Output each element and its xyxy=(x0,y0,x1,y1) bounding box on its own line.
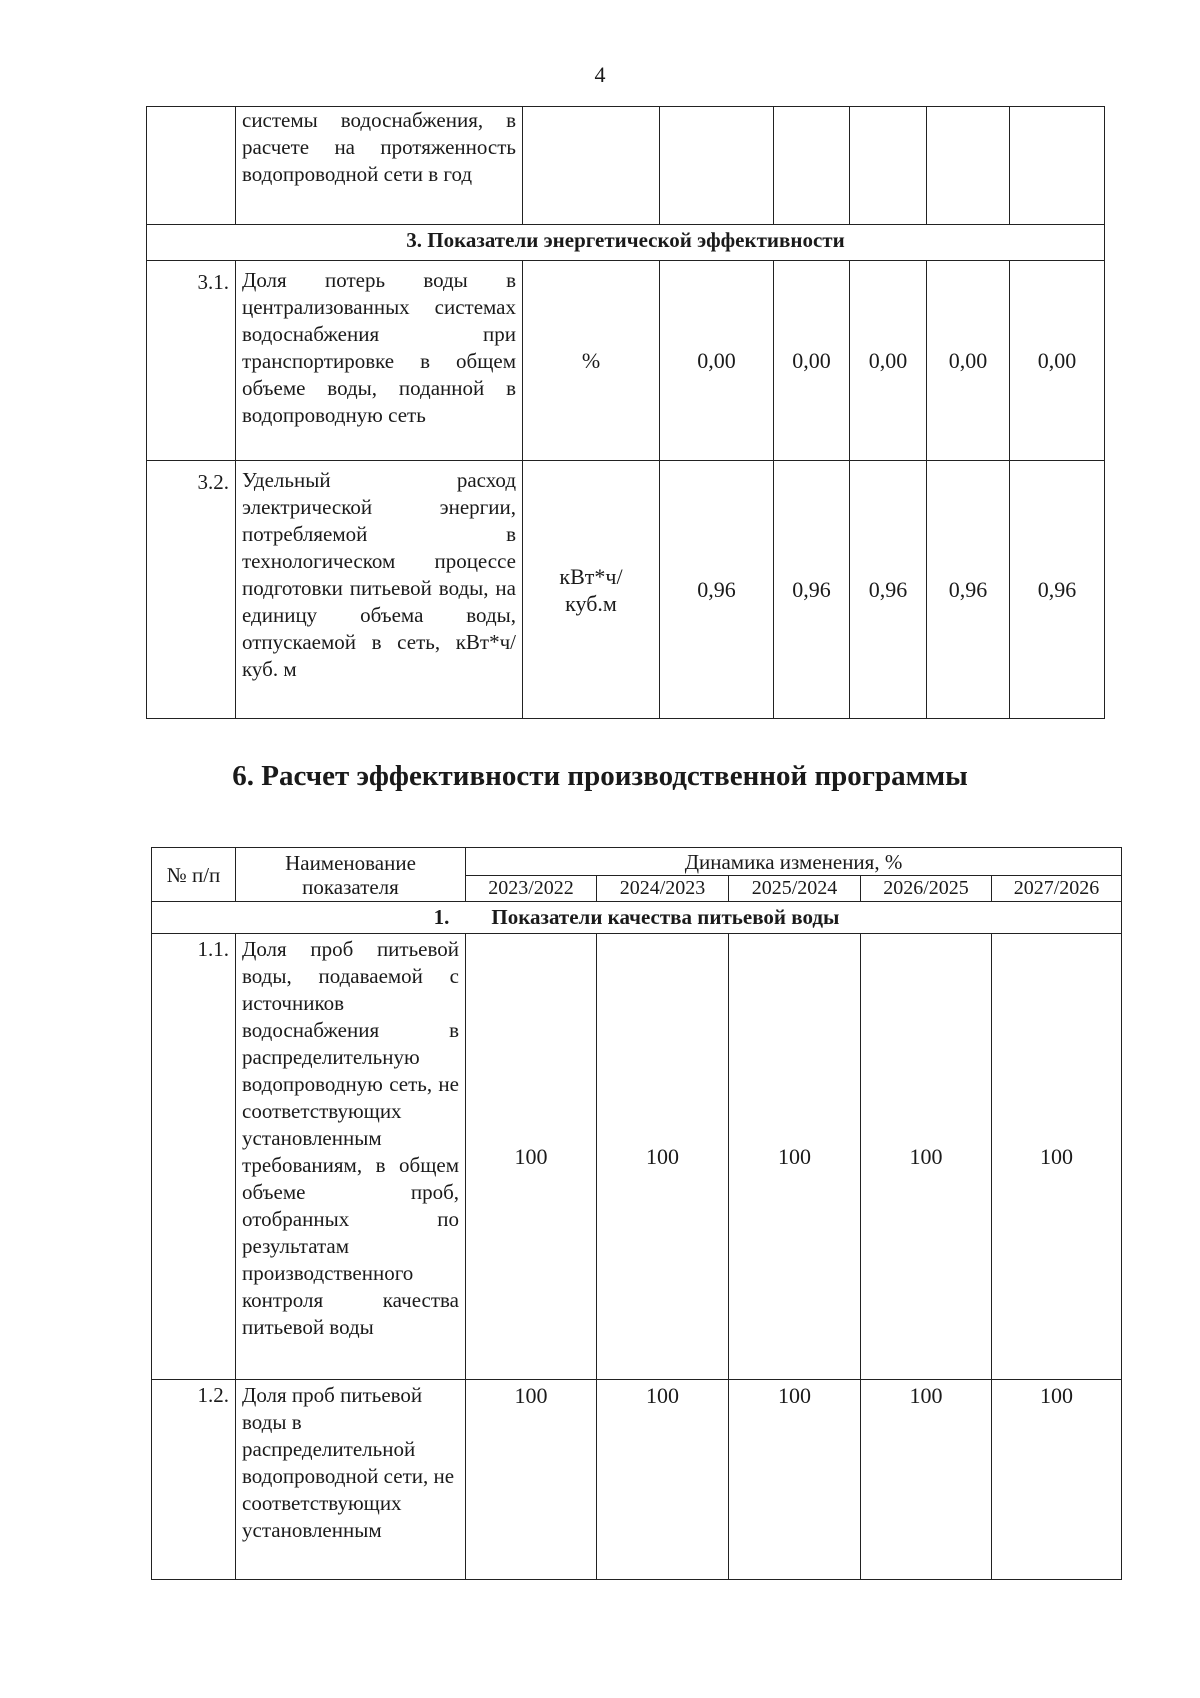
indicator-name: Доля проб питьевой воды, подаваемой с источников водоснабжения в распределительную водопроводную сеть, не соответствующих установленным требованиям, в общем объеме проб, отобранных по результатам производственного контроля качества питьевой воды xyxy=(236,934,466,1380)
row-number: 3.2. xyxy=(147,461,236,719)
unit xyxy=(523,461,660,719)
section-row xyxy=(152,902,1122,934)
year-header: 2024/2023 xyxy=(597,876,729,902)
value-cell: 0,00 xyxy=(927,261,1010,461)
section-row xyxy=(147,225,1105,261)
continuation-text: системы водоснабжения, в расчете на протяженность водопроводной сети в год xyxy=(236,107,523,225)
table-row xyxy=(147,461,1105,719)
value-cell: 0,00 xyxy=(1010,261,1105,461)
header-dynamics: Динамика изменения, % xyxy=(466,848,1122,876)
value-cell: 0,96 xyxy=(927,461,1010,719)
unit-line: куб.м xyxy=(565,590,617,616)
efficiency-calculation-table xyxy=(151,847,1122,1580)
energy-efficiency-table xyxy=(146,106,1105,719)
value-cell: 0,00 xyxy=(850,261,927,461)
value-cell: 0,00 xyxy=(774,261,850,461)
year-header: 2027/2026 xyxy=(992,876,1122,902)
section-title: 1. Показатели качества питьевой воды xyxy=(152,902,1122,934)
table-row xyxy=(147,261,1105,461)
indicator-name: Доля потерь воды в централизованных системах водоснабжения при транспортировке в общем объеме воды, поданной в водопроводную сеть xyxy=(236,261,523,461)
unit: % xyxy=(523,261,660,461)
indicator-name: Доля проб питьевой воды в распределительной водопроводной сети, не соответствующих установленным xyxy=(236,1380,466,1580)
table-row xyxy=(152,1380,1122,1580)
value-cell: 100 xyxy=(597,934,729,1380)
value-cell: 0,96 xyxy=(774,461,850,719)
value-cell: 100 xyxy=(861,1380,992,1580)
table-row xyxy=(147,107,1105,225)
row-number: 1.2. xyxy=(152,1380,236,1580)
header-name: Наименование показателя xyxy=(236,848,466,902)
page-number: 4 xyxy=(594,62,606,87)
value-cell: 0,96 xyxy=(1010,461,1105,719)
unit-line: кВт*ч/ xyxy=(559,563,623,589)
year-header: 2026/2025 xyxy=(861,876,992,902)
table-row xyxy=(152,934,1122,1380)
year-header: 2025/2024 xyxy=(729,876,861,902)
value-cell: 100 xyxy=(729,1380,861,1580)
value-cell: 0,96 xyxy=(850,461,927,719)
value-cell: 100 xyxy=(992,1380,1122,1580)
value-cell: 100 xyxy=(597,1380,729,1580)
value-cell: 100 xyxy=(729,934,861,1380)
value-cell: 100 xyxy=(466,934,597,1380)
row-number: 1.1. xyxy=(152,934,236,1380)
header-number: № п/п xyxy=(152,848,236,902)
value-cell: 100 xyxy=(466,1380,597,1580)
row-number: 3.1. xyxy=(147,261,236,461)
year-header: 2023/2022 xyxy=(466,876,597,902)
value-cell: 0,96 xyxy=(660,461,774,719)
indicator-name: Удельный расход электрической энергии, потребляемой в технологическом процессе подготовки питьевой воды, на единицу объема воды, отпускаемой в сеть, кВт*ч/куб. м xyxy=(236,461,523,719)
section-title: 3. Показатели энергетической эффективности xyxy=(147,225,1105,261)
value-cell: 100 xyxy=(861,934,992,1380)
value-cell: 0,00 xyxy=(660,261,774,461)
value-cell: 100 xyxy=(992,934,1122,1380)
header-row xyxy=(152,848,1122,876)
section-heading: 6. Расчет эффективности производственной программы xyxy=(232,760,968,792)
